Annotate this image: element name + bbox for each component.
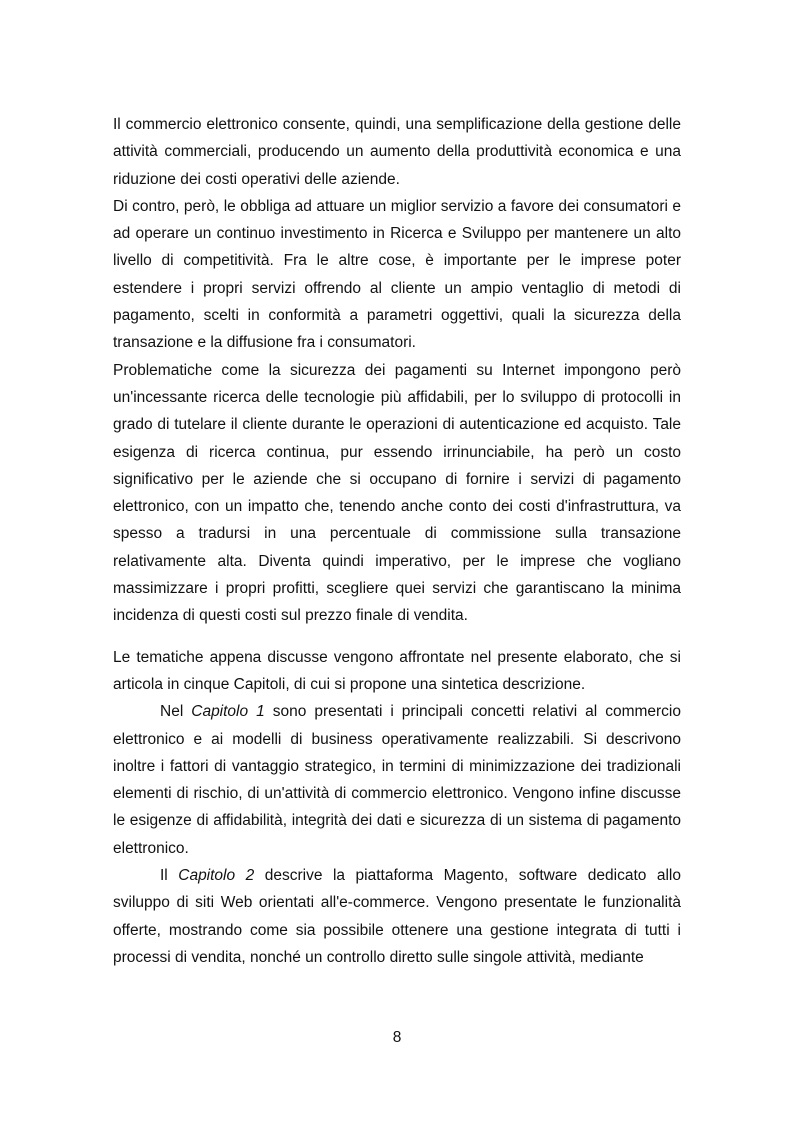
page-number: 8 [392, 1029, 402, 1046]
chapter-1-text: sono presentati i principali concetti relativi al commercio elettronico e ai modelli di business operativamente realizzabili. Si descrivono inoltre i fattori di vantaggio strategico, in termini di minimizzazione dei tradizionali elementi di rischio, di un'attività di commercio elettronico. Vengono infine discusse le esigenze di affidabilità, integrità dei dati e sicurezza di un sistema di pagamento elettronico. [113, 703, 681, 857]
paragraph-chapter-2 [113, 862, 681, 971]
paragraph-contro: Di contro, però, le obbliga ad attuare un miglior servizio a favore dei consumatori e ad operare un continuo investimento in Ricerca e Sviluppo per mantenere un alto livello di competitività. Fra le altre cose, è importante per le imprese poter estendere i propri servizi offrendo al cliente un ampio ventaglio di metodi di pagamento, scelti in conformità a parametri oggettivi, quali la sicurezza della transazione e la diffusione fra i consumatori. [113, 197, 681, 352]
paragraph-chapter-1 [113, 698, 681, 862]
chapter-1-title: Capitolo 1 [191, 703, 265, 721]
document-body [113, 111, 681, 971]
chapter-2-title: Capitolo 2 [178, 867, 255, 885]
chapter-1-lead: Nel [160, 703, 192, 721]
paragraph-tematiche: Le tematiche appena discusse vengono affrontate nel presente elaborato, che si articola in cinque Capitoli, di cui si propone una sintetica descrizione. [113, 648, 681, 693]
chapter-2-text: descrive la piattaforma Magento, software dedicato allo sviluppo di siti Web orientati all'e-commerce. Vengono presentate le funzionalità offerte, mostrando come sia possibile ottenere una gestione integrata di tutti i processi di vendita, nonché un controllo diretto sulle singole attività, mediante [113, 867, 681, 966]
chapter-2-lead: Il [160, 867, 179, 885]
paragraph-problematiche: Problematiche come la sicurezza dei pagamenti su Internet impongono però un'incessante ricerca delle tecnologie più affidabili, per lo sviluppo di protocolli in grado di tutelare il cliente durante le operazioni di autenticazione ed acquisto. Tale esigenza di ricerca continua, pur essendo irrinunciabile, ha però un costo significativo per le aziende che si occupano di fornire i servizi di pagamento elettronico, con un impatto che, tenendo anche conto dei costi d'infrastruttura, va spesso a tradursi in una percentuale di commissione sulla transazione relativamente alta. Diventa quindi imperativo, per le imprese che vogliano massimizzare i propri profitti, scegliere quei servizi che garantiscano la minima incidenza di questi costi sul prezzo finale di vendita. [113, 361, 681, 625]
paragraph-intro: Il commercio elettronico consente, quindi, una semplificazione della gestione delle attività commerciali, producendo un aumento della produttività economica e una riduzione dei costi operativi delle aziende. [113, 116, 681, 188]
